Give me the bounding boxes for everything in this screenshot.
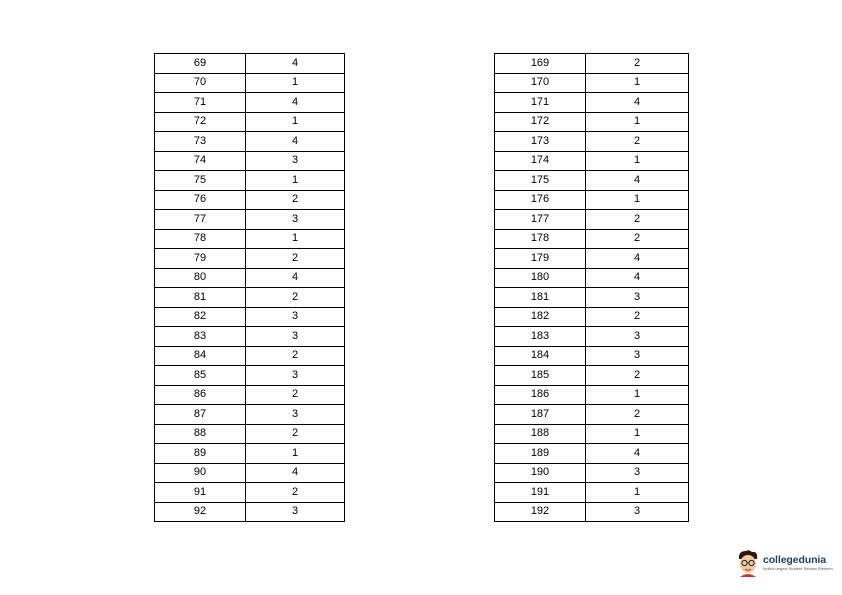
answer-cell: 3 [246, 405, 345, 425]
answer-cell: 3 [246, 307, 345, 327]
question-number-cell: 186 [495, 385, 586, 405]
answer-cell: 3 [586, 502, 689, 522]
answer-cell: 1 [586, 385, 689, 405]
question-number-cell: 70 [155, 73, 246, 93]
question-number-cell: 170 [495, 73, 586, 93]
answer-cell: 4 [586, 249, 689, 269]
table-row [495, 405, 689, 425]
answer-cell: 2 [246, 385, 345, 405]
table-row [155, 483, 345, 503]
table-row [495, 346, 689, 366]
table-row [155, 327, 345, 347]
table-row [495, 288, 689, 308]
table-row [495, 151, 689, 171]
question-number-cell: 172 [495, 112, 586, 132]
question-number-cell: 174 [495, 151, 586, 171]
table-row [155, 190, 345, 210]
question-number-cell: 83 [155, 327, 246, 347]
answer-key-rows-left [155, 54, 345, 522]
question-number-cell: 79 [155, 249, 246, 269]
table-row [155, 268, 345, 288]
table-row [495, 366, 689, 386]
table-row [155, 405, 345, 425]
question-number-cell: 177 [495, 210, 586, 230]
collegedunia-logo [736, 549, 833, 577]
answer-cell: 4 [586, 444, 689, 464]
table-row [495, 463, 689, 483]
answer-cell: 1 [246, 444, 345, 464]
answer-cell: 2 [246, 249, 345, 269]
question-number-cell: 92 [155, 502, 246, 522]
question-number-cell: 74 [155, 151, 246, 171]
question-number-cell: 77 [155, 210, 246, 230]
question-number-cell: 75 [155, 171, 246, 191]
question-number-cell: 190 [495, 463, 586, 483]
answer-cell: 2 [586, 210, 689, 230]
question-number-cell: 87 [155, 405, 246, 425]
table-row [495, 385, 689, 405]
answer-cell: 3 [246, 327, 345, 347]
table-row [155, 346, 345, 366]
question-number-cell: 187 [495, 405, 586, 425]
answer-cell: 1 [246, 73, 345, 93]
table-row [155, 249, 345, 269]
question-number-cell: 180 [495, 268, 586, 288]
question-number-cell: 185 [495, 366, 586, 386]
answer-cell: 1 [246, 112, 345, 132]
question-number-cell: 189 [495, 444, 586, 464]
question-number-cell: 176 [495, 190, 586, 210]
table-row [495, 424, 689, 444]
question-number-cell: 69 [155, 54, 246, 74]
answer-cell: 3 [586, 327, 689, 347]
answer-cell: 3 [586, 346, 689, 366]
table-row [495, 171, 689, 191]
table-row [155, 112, 345, 132]
question-number-cell: 173 [495, 132, 586, 152]
table-row [155, 151, 345, 171]
table-row [155, 444, 345, 464]
table-row [495, 268, 689, 288]
answer-cell: 1 [586, 483, 689, 503]
table-row [155, 463, 345, 483]
table-row [155, 73, 345, 93]
table-row [495, 483, 689, 503]
answer-cell: 4 [246, 93, 345, 113]
question-number-cell: 178 [495, 229, 586, 249]
question-number-cell: 80 [155, 268, 246, 288]
mascot-face-icon [736, 549, 760, 577]
answer-cell: 3 [246, 210, 345, 230]
logo-tagline: India's largest Student Review Platform [763, 565, 833, 571]
table-row [495, 132, 689, 152]
answer-cell: 3 [246, 502, 345, 522]
answer-cell: 3 [586, 463, 689, 483]
question-number-cell: 175 [495, 171, 586, 191]
question-number-cell: 184 [495, 346, 586, 366]
question-number-cell: 191 [495, 483, 586, 503]
answer-cell: 1 [246, 229, 345, 249]
answer-cell: 2 [586, 54, 689, 74]
question-number-cell: 71 [155, 93, 246, 113]
table-row [155, 132, 345, 152]
table-row [495, 73, 689, 93]
answer-cell: 2 [586, 405, 689, 425]
answer-cell: 2 [246, 483, 345, 503]
answer-cell: 2 [586, 132, 689, 152]
question-number-cell: 188 [495, 424, 586, 444]
answer-cell: 3 [246, 366, 345, 386]
answer-cell: 2 [246, 346, 345, 366]
answer-cell: 4 [246, 132, 345, 152]
table-row [155, 502, 345, 522]
table-row [155, 424, 345, 444]
answer-cell: 3 [246, 151, 345, 171]
question-number-cell: 91 [155, 483, 246, 503]
logo-text [763, 555, 833, 571]
table-row [155, 288, 345, 308]
table-row [155, 307, 345, 327]
answer-cell: 2 [246, 288, 345, 308]
table-row [155, 171, 345, 191]
answer-key-rows-right [495, 54, 689, 522]
question-number-cell: 78 [155, 229, 246, 249]
question-number-cell: 181 [495, 288, 586, 308]
answer-cell: 2 [246, 190, 345, 210]
answer-cell: 2 [586, 366, 689, 386]
table-row [495, 93, 689, 113]
answer-cell: 1 [586, 190, 689, 210]
answer-cell: 1 [586, 424, 689, 444]
table-row [495, 210, 689, 230]
answer-cell: 4 [586, 268, 689, 288]
question-number-cell: 89 [155, 444, 246, 464]
answer-cell: 4 [246, 54, 345, 74]
table-row [155, 93, 345, 113]
table-row [495, 112, 689, 132]
question-number-cell: 88 [155, 424, 246, 444]
answer-cell: 2 [246, 424, 345, 444]
answer-cell: 1 [586, 73, 689, 93]
table-row [495, 307, 689, 327]
answer-cell: 4 [246, 268, 345, 288]
answer-cell: 3 [586, 288, 689, 308]
question-number-cell: 81 [155, 288, 246, 308]
table-row [155, 229, 345, 249]
answer-cell: 4 [246, 463, 345, 483]
question-number-cell: 73 [155, 132, 246, 152]
question-number-cell: 86 [155, 385, 246, 405]
answer-key-table-left [154, 53, 345, 522]
table-row [155, 210, 345, 230]
table-row [495, 229, 689, 249]
question-number-cell: 192 [495, 502, 586, 522]
answer-cell: 1 [246, 171, 345, 191]
question-number-cell: 76 [155, 190, 246, 210]
answer-cell: 4 [586, 93, 689, 113]
table-row [155, 54, 345, 74]
question-number-cell: 90 [155, 463, 246, 483]
table-row [495, 444, 689, 464]
question-number-cell: 179 [495, 249, 586, 269]
question-number-cell: 84 [155, 346, 246, 366]
logo-brand: collegedunia [763, 554, 826, 567]
answer-cell: 2 [586, 229, 689, 249]
table-row [495, 54, 689, 74]
question-number-cell: 169 [495, 54, 586, 74]
question-number-cell: 182 [495, 307, 586, 327]
question-number-cell: 171 [495, 93, 586, 113]
table-row [495, 502, 689, 522]
answer-key-table-right [494, 53, 689, 522]
question-number-cell: 85 [155, 366, 246, 386]
answer-cell: 1 [586, 112, 689, 132]
question-number-cell: 183 [495, 327, 586, 347]
table-row [495, 190, 689, 210]
answer-cell: 1 [586, 151, 689, 171]
answer-cell: 2 [586, 307, 689, 327]
table-row [155, 366, 345, 386]
question-number-cell: 82 [155, 307, 246, 327]
answer-cell: 4 [586, 171, 689, 191]
table-row [495, 327, 689, 347]
question-number-cell: 72 [155, 112, 246, 132]
table-row [495, 249, 689, 269]
table-row [155, 385, 345, 405]
